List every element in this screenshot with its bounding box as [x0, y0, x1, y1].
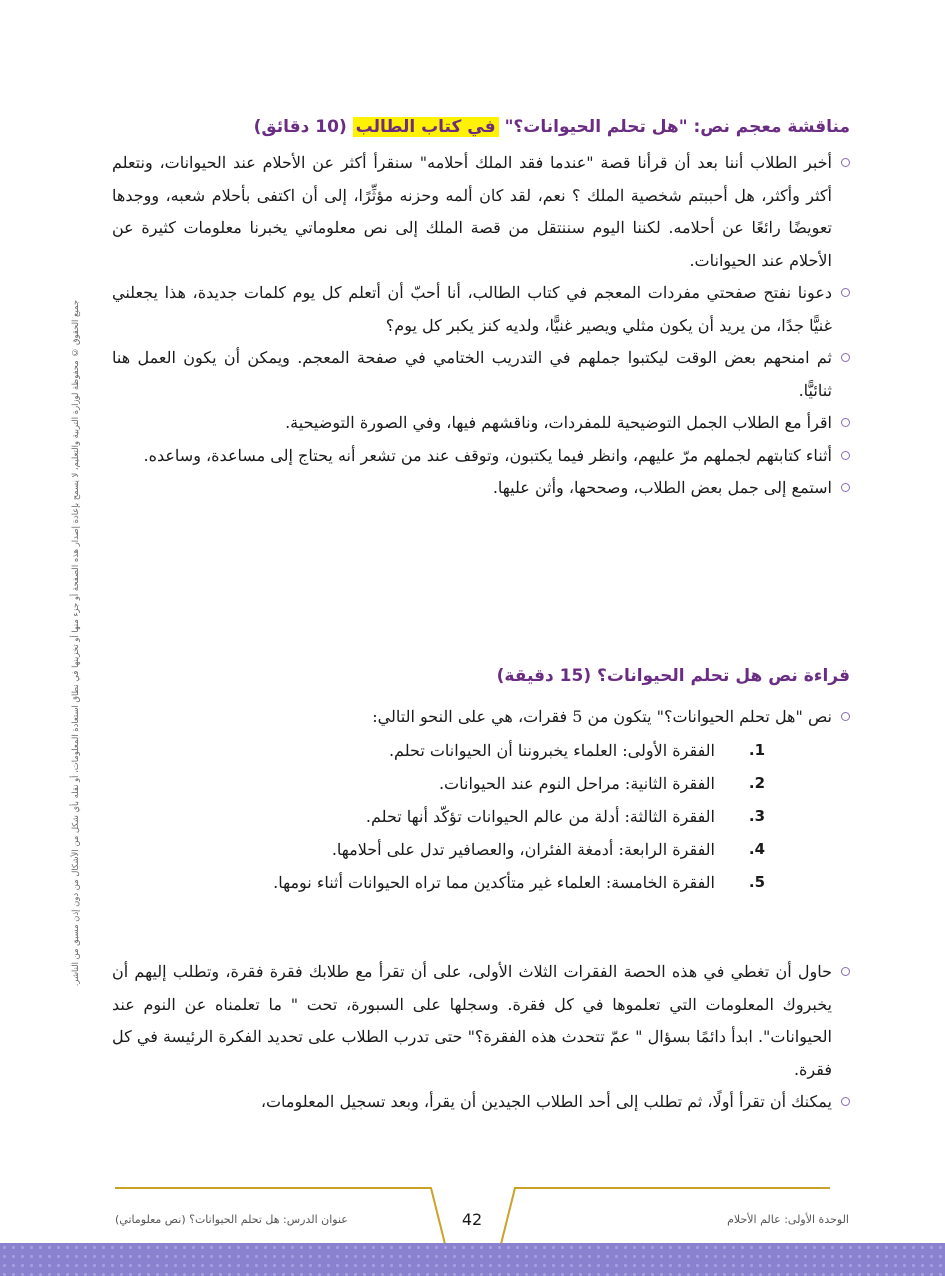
- heading-duration: (10 دقائق): [253, 117, 347, 137]
- list-item: 5. الفقرة الخامسة: العلماء غير متأكدين مما تراه الحيوانات أثناء نومها.: [273, 873, 765, 892]
- page-number: 42: [461, 1210, 483, 1229]
- list-item: أخبر الطلاب أننا بعد أن قرأنا قصة "عندما فقد الملك أحلامه" سنقرأ أكثر عن الأحلام عند الحيوانات، ونتعلم أكثر وأكثر، هل أحببتم شخصية الملك ؟ نعم، لقد كان ألمه وحزنه مؤثِّرًا، إلى أن اكتفى بأحلام شعبه، ووجدها تعويضًا رائعًا عن أحلامه. لكننا اليوم سننتقل من قصة الملك إلى نص معلوماتي يخبرنا معلومات كثيرة عن الأحلام عند الحيوانات.: [112, 147, 850, 277]
- decorative-footer-band: [0, 1243, 945, 1276]
- list-item: استمع إلى جمل بعض الطلاب، وصححها، وأثن عليها.: [112, 472, 850, 505]
- list-item: 4. الفقرة الرابعة: أدمغة الفئران، والعصافير تدل على أحلامها.: [331, 840, 765, 859]
- bullet-icon: [841, 483, 850, 492]
- paragraph-list: [205, 734, 765, 899]
- list-item: ثم امنحهم بعض الوقت ليكتبوا جملهم في التدريب الختامي في صفحة المعجم. ويمكن أن يكون العمل هنا ثنائيًّا.: [112, 342, 850, 407]
- bullet-icon: [841, 418, 850, 427]
- bullet-icon: [841, 353, 850, 362]
- bullet-icon: [841, 288, 850, 297]
- bullet-icon: [841, 451, 850, 460]
- list-item: دعونا نفتح صفحتي مفردات المعجم في كتاب الطالب، أنا أحبّ أن أتعلم كل يوم كلمات جديدة، هذا يجعلني غنيًّا جدًا، من يريد أن يكون مثلي ويصير غنيًّا، ولديه كنز يكبر كل يوم؟: [112, 277, 850, 342]
- footer-unit: الوحدة الأولى: عالم الأحلام: [727, 1213, 849, 1226]
- list-item: حاول أن تغطي في هذه الحصة الفقرات الثلاث الأولى، على أن تقرأ مع طلابك فقرة فقرة، وتطلب إليهم أن يخبروك المعلومات التي تعلموها في كل فقرة. وسجلها على السبورة، تحت " ما تعلمناه عن النوم عند الحيوانات". ابدأ دائمًا بسؤال " عمّ تتحدث هذه الفقرة؟" حتى تدرب الطلاب على تحديد الفكرة الرئيسة في كل فقرة.: [112, 956, 850, 1086]
- section-heading-reading: قراءة نص هل تحلم الحيوانات؟ (15 دقيقة): [496, 666, 850, 686]
- reading-bullet-list: [112, 956, 850, 1119]
- copyright-sidebar: جميع الحقوق © محفوظة لوزارة التربية والتعليم، لا يسمح بإعادة إصدار هذه الصفحة أو جزء منها أو تخزينها في نطاق استعادة المعلومات، أو نقله بأي شكل من الأشكال من دون إذن مسبق من الناشر.: [70, 300, 80, 987]
- footer-lesson-title: عنوان الدرس: هل تحلم الحيوانات؟ (نص معلوماتي): [115, 1213, 348, 1226]
- footer-divider: [514, 1187, 830, 1189]
- section-heading-vocabulary: [254, 117, 850, 137]
- list-item: نص "هل تحلم الحيوانات؟" يتكون من 5 فقرات، هي على النحو التالي:: [112, 701, 850, 734]
- bullet-icon: [841, 1097, 850, 1106]
- vocabulary-bullet-list: [112, 147, 850, 505]
- footer-divider: [115, 1187, 431, 1189]
- bullet-icon: [841, 712, 850, 721]
- list-item: أثناء كتابتهم لجملهم مرّ عليهم، وانظر فيما يكتبون، وتوقف عند من تشعر أنه يحتاج إلى مساعدة، وساعده.: [112, 440, 850, 473]
- list-item: اقرأ مع الطلاب الجمل التوضيحية للمفردات، وناقشهم فيها، وفي الصورة التوضيحية.: [112, 407, 850, 440]
- highlighted-text: في كتاب الطالب: [353, 117, 499, 137]
- heading-text: مناقشة معجم نص: "هل تحلم الحيوانات؟": [504, 117, 850, 137]
- list-item: 1. الفقرة الأولى: العلماء يخبروننا أن الحيوانات تحلم.: [388, 741, 765, 760]
- bullet-icon: [841, 967, 850, 976]
- list-item: 2. الفقرة الثانية: مراحل النوم عند الحيوانات.: [438, 774, 765, 793]
- list-item: يمكنك أن تقرأ أولًا، ثم تطلب إلى أحد الطلاب الجيدين أن يقرأ، وبعد تسجيل المعلومات،: [112, 1086, 850, 1119]
- bullet-icon: [841, 158, 850, 167]
- list-item: 3. الفقرة الثالثة: أدلة من عالم الحيوانات تؤكّد أنها تحلم.: [365, 807, 765, 826]
- reading-intro-list: [112, 701, 850, 734]
